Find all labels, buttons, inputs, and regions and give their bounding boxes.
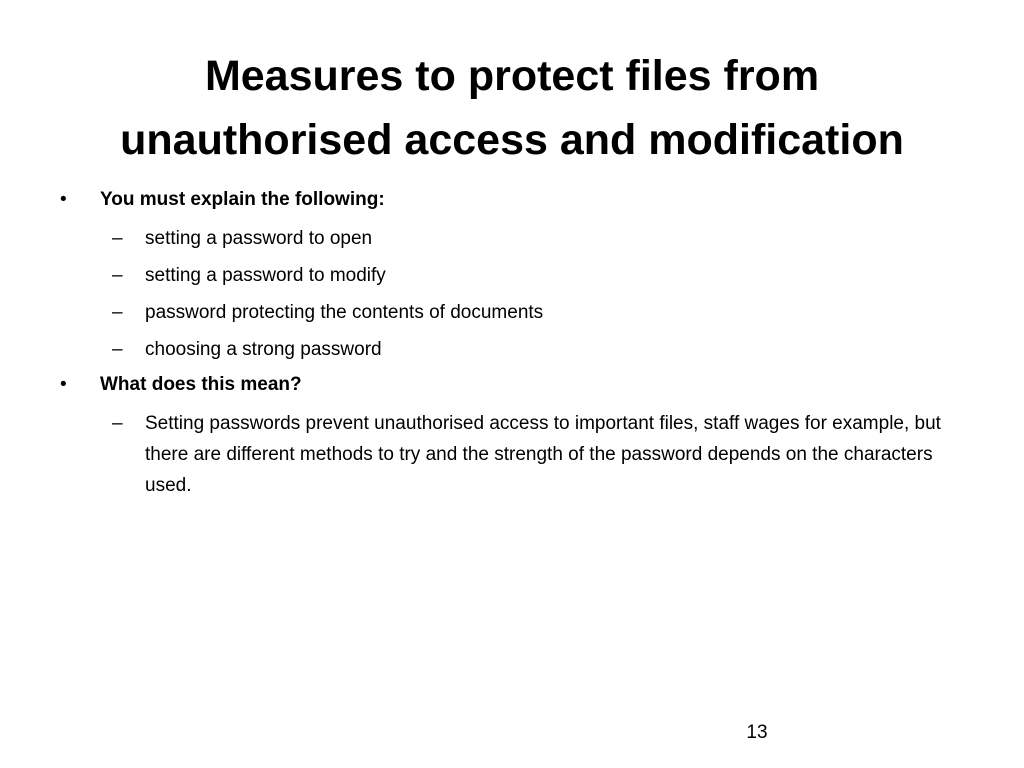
sub-bullet-item (60, 334, 970, 365)
bullet-icon: • (60, 189, 67, 210)
dash-icon: – (112, 339, 123, 360)
sub-bullet-item (60, 223, 970, 254)
dash-icon: – (112, 265, 123, 286)
bullet-icon: • (60, 374, 67, 395)
sub-bullet-text: setting a password to modify (145, 265, 386, 286)
sub-bullet-text: password protecting the contents of documents (145, 302, 544, 323)
sub-bullet-item (60, 260, 970, 291)
sub-bullet-item (60, 297, 970, 328)
bullet-item (60, 371, 970, 399)
sub-bullet-text: choosing a strong password (145, 339, 382, 360)
dash-icon: – (112, 302, 123, 323)
bullet-item (60, 186, 970, 214)
sub-bullet-text: setting a password to open (145, 228, 373, 249)
page-number: 13 (746, 722, 768, 743)
dash-icon: – (112, 228, 123, 249)
slide-title-line-1: Measures to protect files from (204, 52, 820, 100)
bullet-text: What does this mean? (100, 374, 302, 395)
slide-content (60, 186, 970, 507)
slide-title-line-2: unauthorised access and modification (120, 116, 904, 164)
dash-icon: – (112, 413, 123, 434)
bullet-text: You must explain the following: (100, 189, 385, 210)
slide-title (40, 44, 984, 172)
sub-bullet-item (60, 408, 970, 501)
sub-bullet-text: Setting passwords prevent unauthorised access to important files, staff wages for example, but there are different methods to try and the strength of the password depends on the characters used. (145, 413, 941, 496)
